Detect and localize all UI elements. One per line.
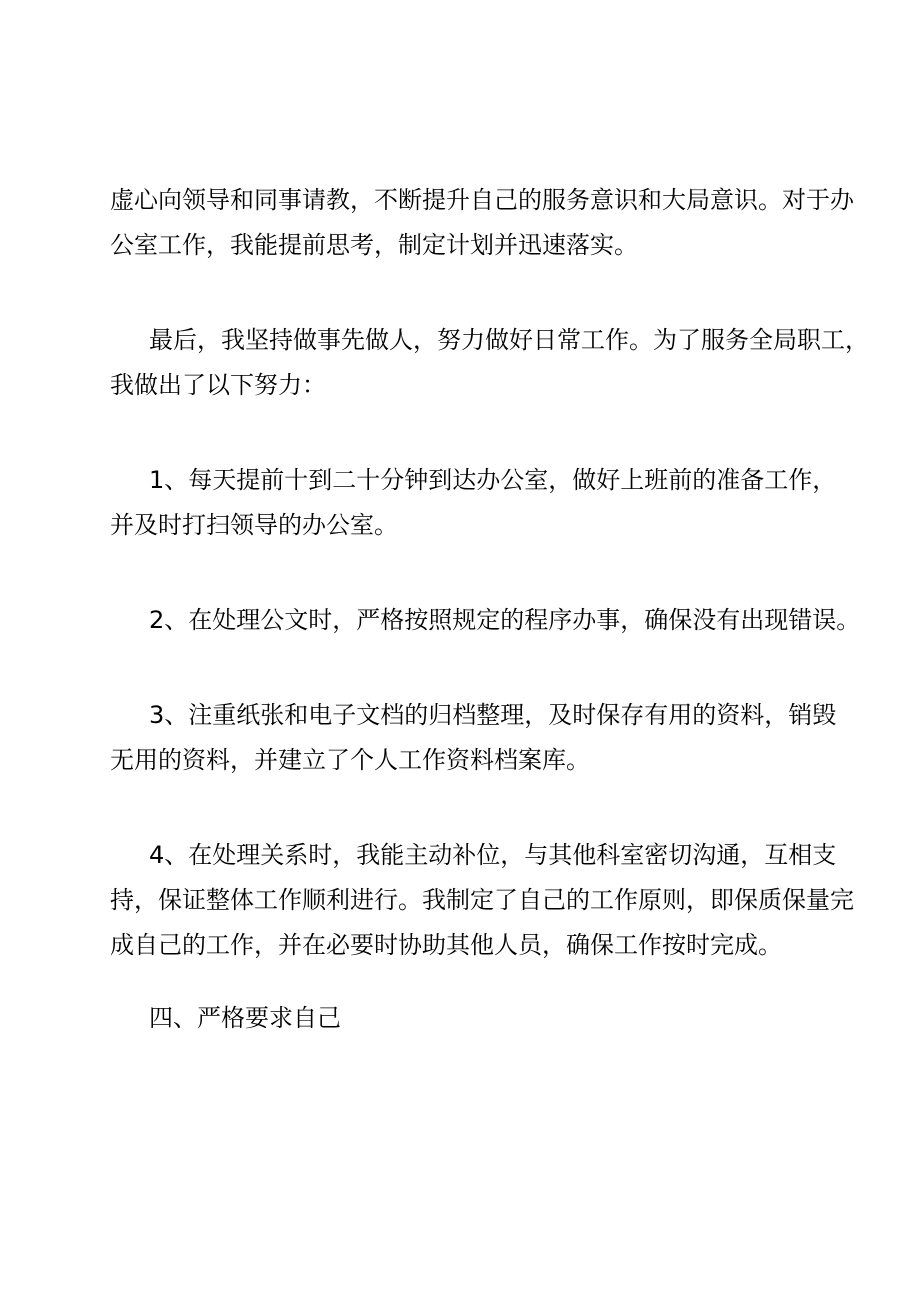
document-body (110, 178, 869, 1041)
text-line: 1、每天提前十到二十分钟到达办公室，做好上班前的准备工作， (149, 466, 837, 494)
section-heading (110, 996, 822, 1041)
text-line: 持，保证整体工作顺利进行。我制定了自己的工作原则，即保质保量完 (110, 886, 854, 914)
text-line: 并及时打扫领导的办公室。 (110, 511, 398, 539)
paragraph-2 (110, 318, 869, 408)
list-item-3 (110, 693, 837, 783)
text-line: 2、在处理公文时，严格按照规定的程序办事，确保没有出现错误。 (149, 606, 861, 634)
text-line: 无用的资料，并建立了个人工作资料档案库。 (110, 746, 590, 774)
text-line: 3、注重纸张和电子文档的归档整理，及时保存有用的资料，销毁 (149, 701, 837, 729)
heading-text: 四、严格要求自己 (149, 1004, 341, 1032)
text-line: 成自己的工作，并在必要时协助其他人员，确保工作按时完成。 (110, 931, 782, 959)
paragraph-1 (110, 178, 854, 268)
list-item-4 (110, 833, 854, 968)
list-item-1 (110, 458, 837, 548)
text-line: 虚心向领导和同事请教，不断提升自己的服务意识和大局意识。对于办 (110, 186, 854, 214)
list-item-2 (110, 598, 861, 643)
text-line: 4、在处理关系时，我能主动补位，与其他科室密切沟通，互相支 (149, 841, 837, 869)
text-line: 公室工作，我能提前思考，制定计划并迅速落实。 (110, 231, 638, 259)
text-line: 最后，我坚持做事先做人，努力做好日常工作。为了服务全局职工， (149, 326, 869, 354)
text-line: 我做出了以下努力： (110, 371, 326, 399)
